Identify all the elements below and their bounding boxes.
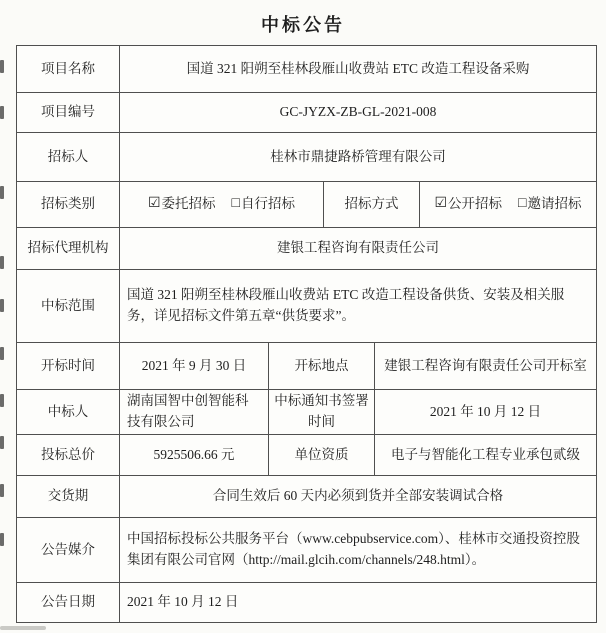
checkbox-unchecked-icon: □ [518, 196, 527, 212]
announcement-table [16, 45, 597, 623]
bid-scope-value: 国道 321 阳朔至桂林段雁山收费站 ETC 改造工程设备供货、安装及相关服务，详见招标文件第五章“供货要求”。 [119, 270, 596, 342]
project-name-label: 项目名称 [41, 60, 95, 76]
scan-artifact [0, 186, 4, 199]
scan-artifact [0, 533, 4, 546]
scan-artifact [0, 436, 4, 449]
option-label: 公开招标 [448, 196, 503, 212]
tender-method-options [419, 182, 596, 227]
tender-method-label: 招标方式 [323, 182, 419, 227]
row-winner [17, 389, 596, 434]
option-label: 自行招标 [241, 196, 296, 212]
announcement-media-label: 公告媒介 [41, 541, 95, 557]
option-label: 委托招标 [161, 196, 216, 212]
winner-label: 中标人 [47, 403, 89, 419]
row-bid-price [17, 434, 596, 475]
scan-artifact [0, 256, 4, 269]
row-announcement-media [17, 517, 596, 582]
checkbox-checked-icon: ☑ [434, 196, 448, 212]
option-yaoqing-zhaobiao [518, 194, 581, 215]
scan-artifact [0, 106, 4, 119]
agency-value: 建银工程咨询有限责任公司 [119, 228, 596, 269]
checkbox-unchecked-icon: □ [231, 196, 241, 212]
opening-time-label: 开标时间 [41, 357, 95, 373]
delivery-period-value: 合同生效后 60 天内必须到货并全部安装调试合格 [119, 476, 596, 517]
scan-artifact [0, 347, 4, 360]
announcement-date-value: 2021 年 10 月 12 日 [119, 583, 596, 622]
row-project-name [17, 46, 596, 92]
qualification-label: 单位资质 [268, 435, 374, 475]
row-announcement-date [17, 582, 596, 622]
scan-artifact [0, 626, 46, 630]
qualification-value: 电子与智能化工程专业承包贰级 [374, 435, 596, 475]
winner-value: 湖南国智中创智能科技有限公司 [119, 390, 268, 434]
scan-artifact [0, 484, 4, 497]
agency-label: 招标代理机构 [27, 240, 109, 256]
row-agency [17, 227, 596, 269]
row-bid-opening [17, 342, 596, 389]
scan-artifact [0, 394, 4, 407]
tenderer-label: 招标人 [47, 148, 89, 164]
row-bid-scope [17, 269, 596, 342]
option-label: 邀请招标 [527, 196, 582, 212]
announcement-date-label: 公告日期 [41, 594, 95, 610]
notice-sign-time-value: 2021 年 10 月 12 日 [374, 390, 596, 434]
opening-time-value: 2021 年 9 月 30 日 [119, 343, 268, 389]
option-gongkai-zhaobiao [434, 194, 502, 215]
scan-artifact [0, 299, 4, 312]
notice-sign-time-label: 中标通知书签署时间 [268, 390, 374, 434]
scan-artifact [0, 60, 4, 73]
bid-total-price-label: 投标总价 [41, 446, 95, 462]
opening-place-label: 开标地点 [268, 343, 374, 389]
row-delivery-period [17, 475, 596, 517]
bid-scope-label: 中标范围 [41, 297, 95, 313]
row-project-number [17, 92, 596, 132]
opening-place-value: 建银工程咨询有限责任公司开标室 [374, 343, 596, 389]
tenderer-value: 桂林市鼎捷路桥管理有限公司 [119, 133, 596, 181]
checkbox-checked-icon: ☑ [147, 196, 161, 212]
announcement-media-value: 中国招标投标公共服务平台（www.cebpubservice.com）、桂林市交通投资控股集团有限公司官网（http://mail.glcih.com/channels/248.html）。 [119, 518, 596, 582]
tender-category-label: 招标类别 [41, 196, 95, 212]
document-title: 中标公告 [261, 15, 345, 35]
row-tenderer [17, 132, 596, 181]
option-weituo-zhaobiao [148, 194, 216, 215]
tender-category-options [119, 182, 323, 227]
project-number-value: GC-JYZX-ZB-GL-2021-008 [119, 93, 596, 132]
option-zixing-zhaobiao [232, 194, 295, 215]
project-number-label: 项目编号 [41, 104, 95, 120]
bid-total-price-value: 5925506.66 元 [119, 435, 268, 475]
delivery-period-label: 交货期 [47, 488, 89, 504]
row-tender-category [17, 181, 596, 227]
project-name-value: 国道 321 阳朔至桂林段雁山收费站 ETC 改造工程设备采购 [119, 46, 596, 92]
